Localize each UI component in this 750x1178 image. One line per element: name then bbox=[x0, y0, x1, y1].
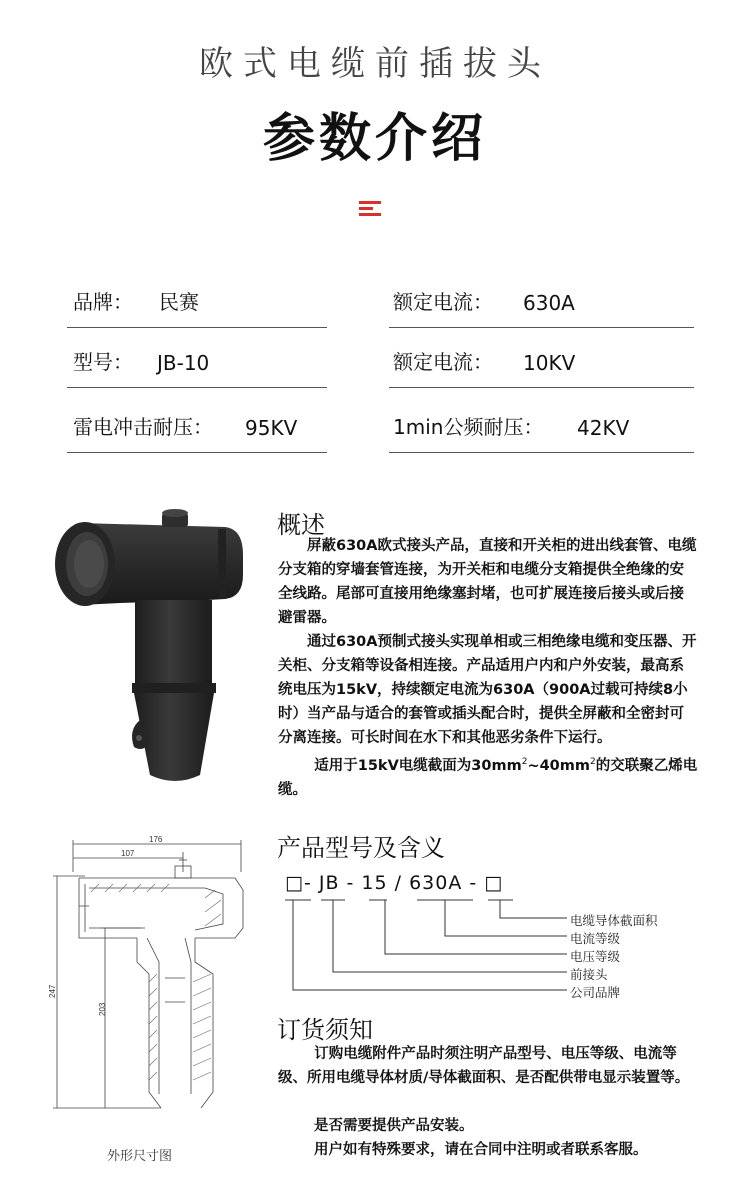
impulse-value: 95KV bbox=[245, 416, 298, 440]
model-code: □- JB - 15 / 630A - □ bbox=[285, 872, 504, 894]
spec-row-impulse bbox=[67, 393, 327, 453]
ordering-heading: 订货须知 bbox=[277, 1016, 373, 1044]
code-label-conductor: 电缆导体截面积 bbox=[570, 913, 658, 928]
voltage-value: 10KV bbox=[523, 351, 576, 375]
spec-row-model bbox=[67, 328, 327, 388]
page-title: 参数介绍 bbox=[262, 109, 487, 169]
dim-203: 203 bbox=[98, 1002, 107, 1016]
model-meaning-heading: 产品型号及含义 bbox=[277, 834, 445, 862]
voltage-label: 额定电流： bbox=[393, 350, 493, 374]
spec-row-frequency bbox=[389, 393, 694, 453]
product-image bbox=[40, 505, 265, 790]
frequency-label: 1min公频耐压： bbox=[393, 415, 544, 439]
current-value: 630A bbox=[523, 291, 575, 315]
spec-row-brand bbox=[67, 268, 327, 328]
code-label-front-connector: 前接头 bbox=[570, 967, 608, 982]
overview-text-3c: 的交联聚乙烯电缆。 bbox=[278, 757, 698, 798]
superscript-2: 2 bbox=[589, 757, 596, 767]
frequency-value: 42KV bbox=[577, 416, 630, 440]
code-label-current: 电流等级 bbox=[570, 931, 621, 946]
model-value: JB-10 bbox=[157, 351, 210, 375]
ordering-text-3: 用户如有特殊要求，请在合同中注明或者联系客服。 bbox=[314, 1142, 648, 1158]
overview-heading: 概述 bbox=[277, 511, 325, 539]
overview-paragraph-2 bbox=[278, 630, 698, 750]
current-label: 额定电流： bbox=[393, 290, 493, 314]
dim-176: 176 bbox=[149, 835, 163, 844]
ordering-paragraph-1 bbox=[278, 1042, 698, 1090]
dimension-drawing bbox=[45, 832, 255, 1117]
ordering-text-1: 订购电缆附件产品时须注明产品型号、电压等级、电流等级、所用电缆导体材质/导体截面积、是否配供带电显示装置等。 bbox=[278, 1046, 690, 1086]
overview-paragraph-1 bbox=[278, 534, 698, 630]
model-label: 型号： bbox=[73, 350, 133, 374]
ordering-text-2: 是否需要提供产品安装。 bbox=[314, 1118, 474, 1134]
model-code-leader-lines bbox=[285, 896, 575, 996]
superscript-1: 2 bbox=[521, 757, 528, 767]
impulse-label: 雷电冲击耐压： bbox=[73, 415, 213, 439]
spec-row-current bbox=[389, 268, 694, 328]
overview-text-3a: 适用于15kV电缆截面为30mm bbox=[314, 757, 522, 774]
spec-row-voltage bbox=[389, 328, 694, 388]
code-label-voltage: 电压等级 bbox=[570, 949, 621, 964]
product-subtitle: 欧式电缆前插拔头 bbox=[199, 44, 551, 84]
ordering-paragraph-3 bbox=[314, 1138, 704, 1162]
overview-text-2: 通过630A预制式接头实现单相或三相绝缘电缆和变压器、开关柜、分支箱等设备相连接。产品适用户内和户外安装，最高系统电压为15kV，持续额定电流为630A（900A过载可持续8小时）当产品与适合的套管或插头配合时，提供全屏蔽和全密封可分离连接。可长时间在水下和其他恶劣条件下运行。 bbox=[278, 634, 697, 746]
brand-label: 品牌： bbox=[73, 290, 133, 314]
drawing-caption: 外形尺寸图 bbox=[107, 1149, 173, 1164]
overview-paragraph-3 bbox=[278, 750, 698, 802]
overview-text-3b: ~40mm bbox=[527, 757, 590, 774]
dim-107: 107 bbox=[121, 849, 135, 858]
code-label-brand: 公司品牌 bbox=[570, 985, 621, 1000]
menu-lines-icon bbox=[359, 201, 381, 217]
ordering-paragraph-2 bbox=[314, 1114, 694, 1138]
dim-247: 247 bbox=[48, 984, 57, 998]
overview-text-1: 屏蔽630A欧式接头产品，直接和开关柜的进出线套管、电缆分支箱的穿墙套管连接，为开关柜和电缆分支箱提供全绝缘的安全线路。尾部可直接用绝缘塞封堵，也可扩展连接后接头或后接避雷器。 bbox=[278, 538, 697, 626]
brand-value: 民赛 bbox=[159, 290, 199, 314]
